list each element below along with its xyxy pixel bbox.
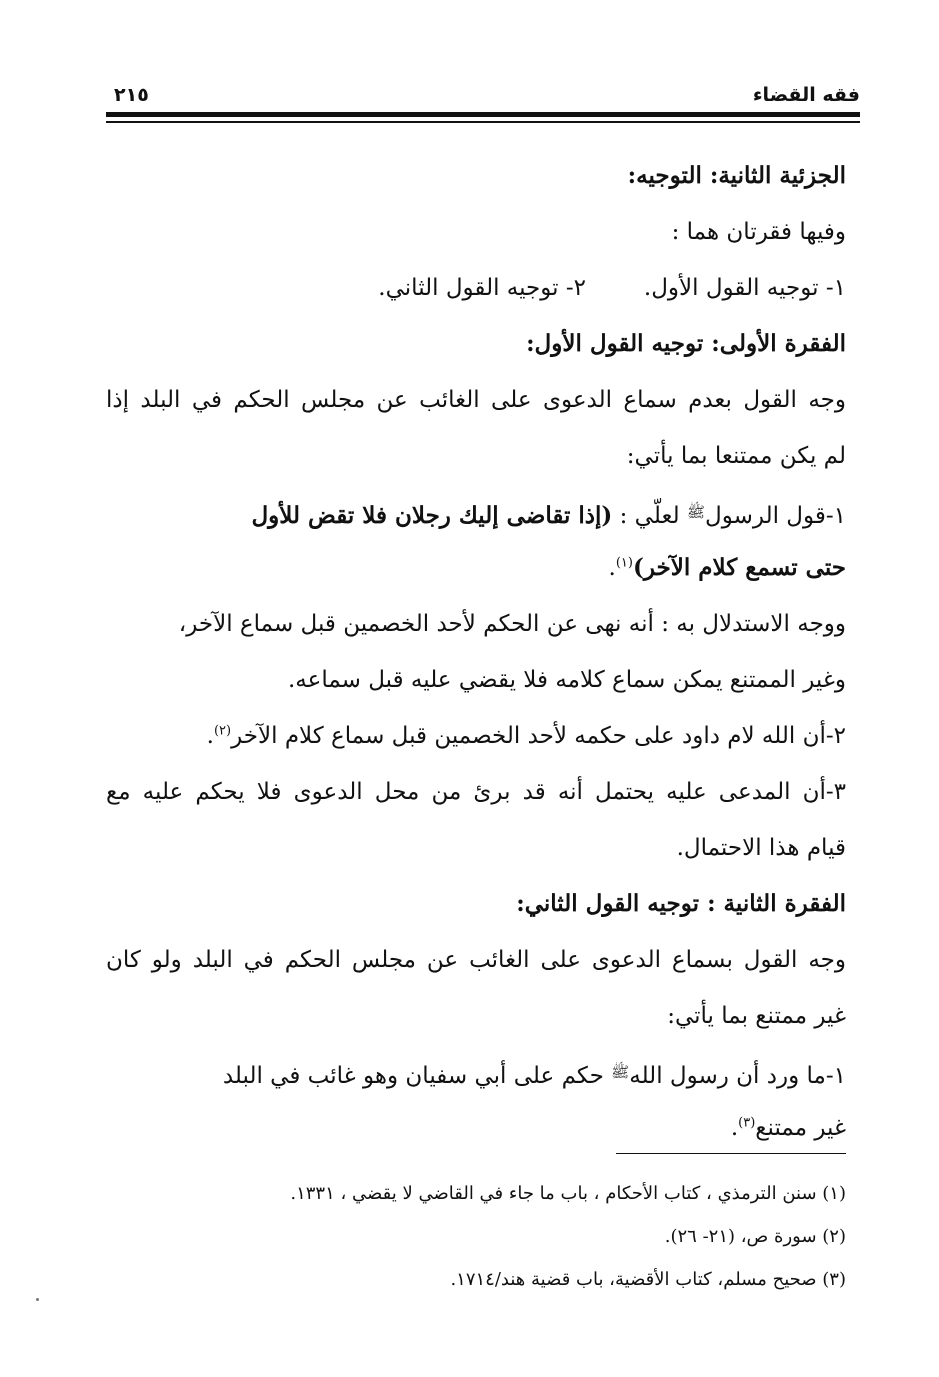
enumeration-line (106, 260, 846, 316)
footnote-separator (616, 1153, 846, 1154)
section-heading: الجزئية الثانية: التوجيه: (627, 162, 846, 189)
header-rule-thick (106, 112, 860, 117)
paragraph-line: غير ممتنع$^{(٣)}$. (730, 1115, 846, 1141)
footnote-3: (٣) صحيح مسلم، كتاب الأقضية، باب قضية هند/١٧١٤. (450, 1269, 846, 1290)
enum-item-1: ١- توجيه القول الأول. (643, 275, 846, 301)
running-header (106, 84, 860, 106)
footnotes (106, 1172, 846, 1301)
paragraph-line: لم يكن ممتنعا بما يأتي: (626, 443, 846, 469)
paragraph-line: وجه القول بعدم سماع الدعوى على الغائب عن مجلس الحكم في البلد إذا (106, 387, 846, 413)
hadith-addressee: لعلّي : (619, 503, 680, 529)
paragraph-line: وفيها فقرتان هما : (671, 219, 846, 245)
hadith-intro: ١-قول الرسول (705, 503, 846, 529)
scan-speck (36, 1298, 39, 1301)
subsection-heading-1: الفقرة الأولى: توجيه القول الأول: (526, 330, 846, 357)
enum-item-2: ٢- توجيه القول الثاني. (378, 275, 586, 301)
hadith-line (106, 484, 846, 540)
footnote-1: (١) سنن الترمذي ، كتاب الأحكام ، باب ما جاء في القاضي لا يقضي ، ١٣٣١. (290, 1183, 846, 1204)
header-rule-thin (106, 121, 860, 123)
hadith-line-continued: حتى تسمع كلام الآخر)$^{(١)}$. (608, 554, 846, 581)
page-number: ٢١٥ (114, 84, 149, 106)
paragraph-line: وجه القول بسماع الدعوى على الغائب عن مجلس الحكم في البلد ولو كان (106, 947, 846, 973)
hadith-quote: (إذا تقاضى إليك رجلان فلا تقض للأول (251, 502, 613, 529)
footnote-ref-2[interactable]: (٢) (213, 723, 232, 739)
footnote-ref-1[interactable]: (١) (615, 555, 633, 571)
footnote-2: (٢) سورة ص، (٢١- ٢٦). (664, 1226, 846, 1247)
salutation-glyph: ﷺ (686, 503, 706, 521)
book-title: فقه القضاء (752, 84, 860, 106)
paragraph-line: ووجه الاستدلال به : أنه نهى عن الحكم لأحد الخصمين قبل سماع الآخر، (178, 611, 846, 637)
paragraph-line: ٣-أن المدعى عليه يحتمل أنه قد برئ من محل الدعوى فلا يحكم عليه مع (106, 779, 846, 805)
paragraph-line: غير ممتنع بما يأتي: (667, 1003, 846, 1029)
hadith-quote-end: حتى تسمع كلام الآخر) (632, 554, 846, 581)
footnote-ref-3[interactable]: (٣) (738, 1115, 756, 1131)
paragraph-line: ١-ما ورد أن رسول الله$^ﷺ$ حكم على أبي سفيان وهو غائب في البلد (222, 1063, 846, 1089)
page-body (106, 148, 846, 1156)
salutation-glyph: ﷺ (611, 1063, 630, 1081)
subsection-heading-2: الفقرة الثانية : توجيه القول الثاني: (516, 890, 846, 917)
paragraph-line: وغير الممتنع يمكن سماع كلامه فلا يقضي عليه قبل سماعه. (288, 667, 846, 693)
paragraph-line: ٢-أن الله لام داود على حكمه لأحد الخصمين قبل سماع كلام الآخر$^{(٢)}$. (206, 723, 846, 749)
paragraph-line: قيام هذا الاحتمال. (676, 835, 846, 861)
